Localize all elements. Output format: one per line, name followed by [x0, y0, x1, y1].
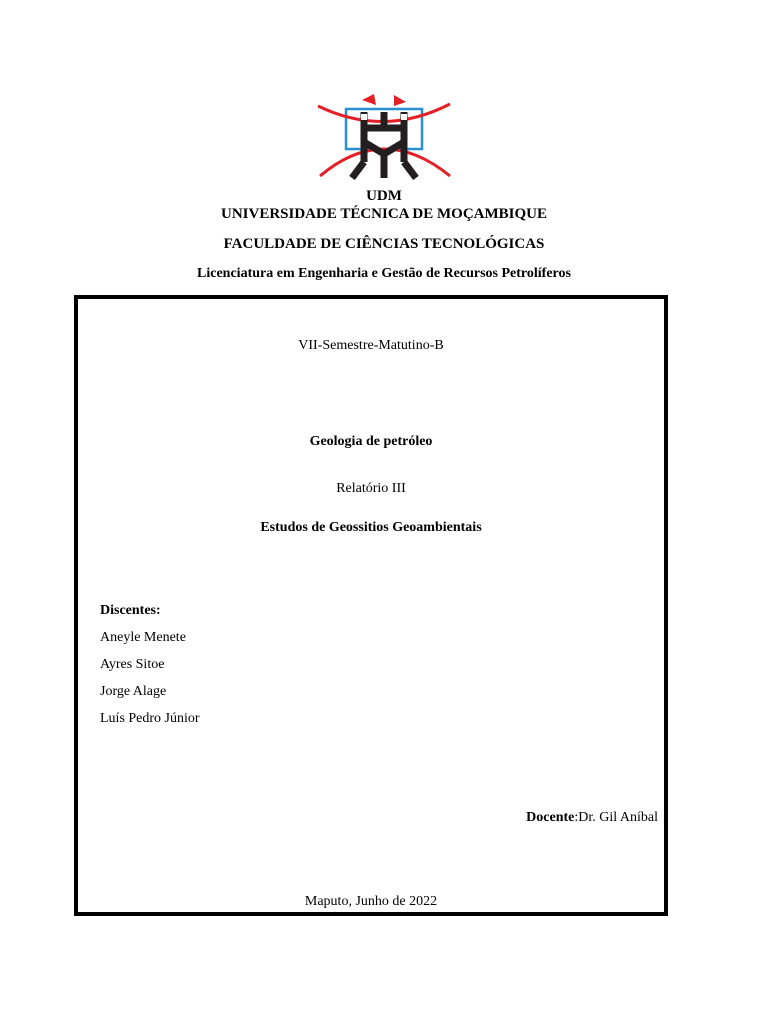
subject-title: Geologia de petróleo	[309, 434, 433, 449]
students-heading: Discentes:	[100, 603, 161, 618]
teacher-line	[526, 808, 658, 828]
report-theme: Estudos de Geossitios Geoambientais	[260, 520, 482, 535]
semester-info: VII-Semestre-Matutino-B	[298, 338, 444, 353]
place-and-date: Maputo, Junho de 2022	[304, 894, 438, 909]
institution-name: UNIVERSIDADE TÉCNICA DE MOÇAMBIQUE	[220, 206, 547, 222]
student-name: Luís Pedro Júnior	[100, 711, 200, 726]
student-name: Aneyle Menete	[100, 630, 186, 645]
institution-acronym: UDM	[366, 188, 402, 204]
student-name: Ayres Sitoe	[100, 657, 165, 672]
course-name: Licenciatura em Engenharia e Gestão de Recursos Petrolíferos	[197, 266, 571, 281]
cover-frame	[74, 295, 668, 916]
report-number: Relatório III	[336, 481, 406, 496]
faculty-name: FACULDADE DE CIÊNCIAS TECNOLÓGICAS	[223, 236, 545, 252]
teacher-name: Dr. Gil Aníbal	[578, 810, 658, 825]
student-name: Jorge Alage	[100, 684, 167, 699]
udm-logo-icon	[316, 92, 452, 180]
teacher-colon: :	[574, 810, 579, 825]
teacher-label: Docente	[526, 810, 575, 825]
